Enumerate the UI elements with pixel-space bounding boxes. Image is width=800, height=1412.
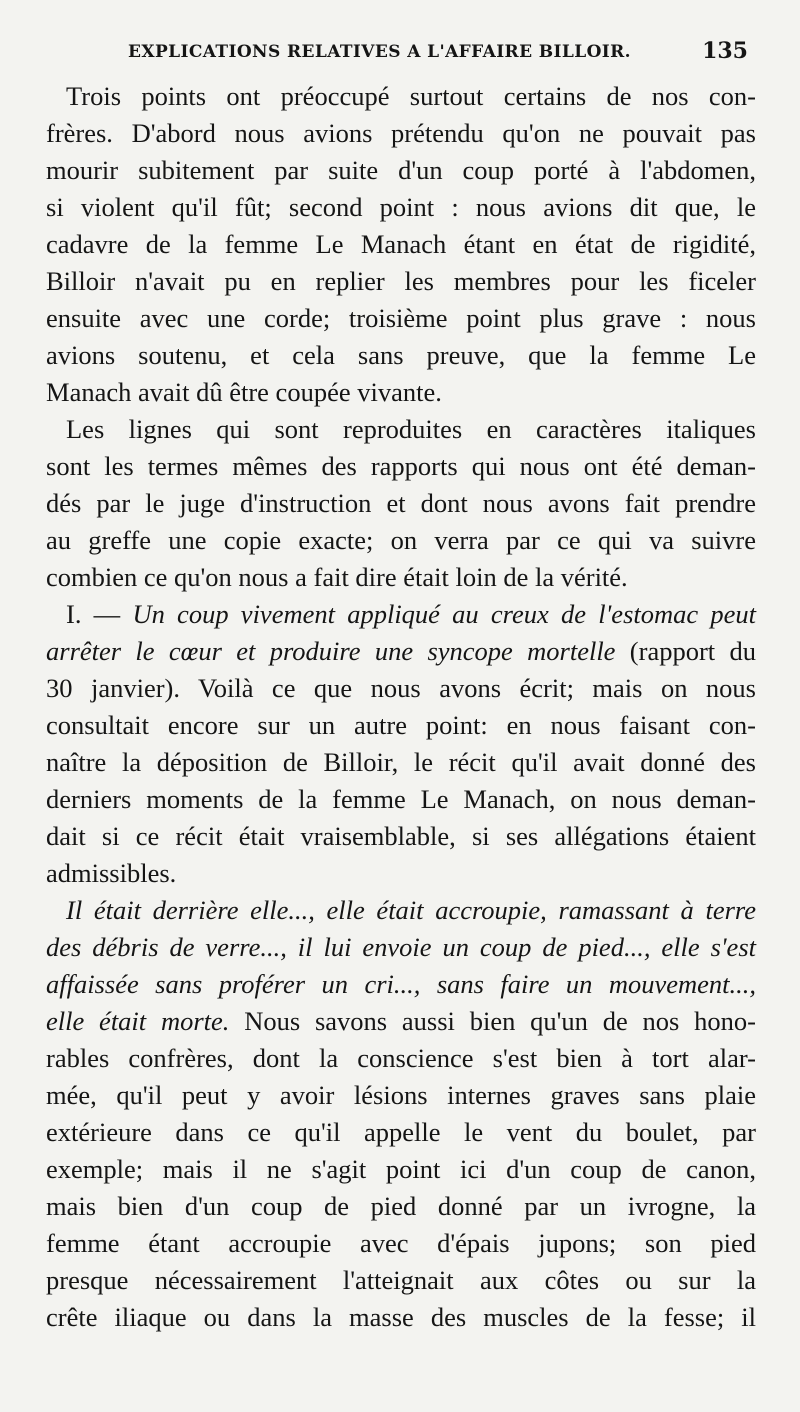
text-segment: Trois points ont préoccupé surtout certains de nos con-	[66, 81, 756, 111]
text-segment: frères. D'abord nous avions prétendu qu'on ne pouvait pas	[46, 118, 756, 148]
text-segment: presque nécessairement l'atteignait aux côtes ou sur la	[46, 1265, 756, 1295]
text-segment: crête iliaque ou dans la masse des muscles de la fesse; il	[46, 1302, 756, 1332]
text-line	[46, 707, 756, 744]
text-line	[46, 78, 756, 115]
text-line	[46, 1262, 756, 1299]
text-line	[46, 559, 756, 596]
text-segment: combien ce qu'on nous a fait dire était loin de la vérité.	[46, 562, 628, 592]
text-line	[46, 300, 756, 337]
text-line	[46, 448, 756, 485]
text-line	[46, 855, 756, 892]
page-number: 135	[702, 38, 748, 64]
text-line	[46, 966, 756, 1003]
text-segment: mourir subitement par suite d'un coup porté à l'abdomen,	[46, 155, 756, 185]
text-line	[46, 1077, 756, 1114]
text-segment: rables confrères, dont la conscience s'est bien à tort alar-	[46, 1043, 756, 1073]
running-head: EXPLICATIONS RELATIVES A L'AFFAIRE BILLOIR.	[128, 42, 631, 62]
text-line	[46, 892, 756, 929]
text-segment: Nous savons aussi bien qu'un de nos hono-	[229, 1006, 756, 1036]
page-header	[128, 38, 748, 68]
text-line	[46, 1188, 756, 1225]
italic-text: affaissée sans proférer un cri..., sans faire un mouvement...,	[46, 969, 756, 999]
text-line	[46, 1299, 756, 1336]
italic-text: arrêter le cœur et produire une syncope mortelle	[46, 636, 616, 666]
body-text	[46, 78, 756, 1336]
text-line	[46, 337, 756, 374]
text-segment: au greffe une copie exacte; on verra par ce qui va suivre	[46, 525, 756, 555]
text-segment: cadavre de la femme Le Manach étant en état de rigidité,	[46, 229, 756, 259]
text-segment: Manach avait dû être coupée vivante.	[46, 377, 442, 407]
text-segment: Billoir n'avait pu en replier les membres pour les ficeler	[46, 266, 756, 296]
text-line	[46, 1114, 756, 1151]
text-segment: mais bien d'un coup de pied donné par un ivrogne, la	[46, 1191, 756, 1221]
text-line	[46, 596, 756, 633]
text-segment: Les lignes qui sont reproduites en caractères italiques	[66, 414, 756, 444]
text-line	[46, 929, 756, 966]
text-segment: dait si ce récit était vraisemblable, si ses allégations étaient	[46, 821, 756, 851]
text-segment: sont les termes mêmes des rapports qui nous ont été deman-	[46, 451, 756, 481]
text-line	[46, 411, 756, 448]
text-line	[46, 670, 756, 707]
text-segment: si violent qu'il fût; second point : nous avions dit que, le	[46, 192, 756, 222]
italic-text: Il était derrière elle..., elle était accroupie, ramassant à terre	[66, 895, 756, 925]
text-line	[46, 818, 756, 855]
text-segment: admissibles.	[46, 858, 177, 888]
text-line	[46, 1151, 756, 1188]
text-line	[46, 374, 756, 411]
text-segment: avions soutenu, et cela sans preuve, que la femme Le	[46, 340, 756, 370]
text-segment: ensuite avec une corde; troisième point plus grave : nous	[46, 303, 756, 333]
text-segment: derniers moments de la femme Le Manach, on nous deman-	[46, 784, 756, 814]
text-line	[46, 1225, 756, 1262]
text-segment: extérieure dans ce qu'il appelle le vent du boulet, par	[46, 1117, 756, 1147]
text-line	[46, 263, 756, 300]
text-line	[46, 226, 756, 263]
text-line	[46, 633, 756, 670]
text-segment: femme étant accroupie avec d'épais jupons; son pied	[46, 1228, 756, 1258]
text-segment: I. —	[66, 599, 133, 629]
italic-text: des débris de verre..., il lui envoie un coup de pied..., elle s'est	[46, 932, 756, 962]
text-line	[46, 152, 756, 189]
italic-text: Un coup vivement appliqué au creux de l'estomac peut	[132, 599, 757, 629]
text-segment: mée, qu'il peut y avoir lésions internes graves sans plaie	[46, 1080, 756, 1110]
text-segment: consultait encore sur un autre point: en nous faisant con-	[46, 710, 756, 740]
text-segment: exemple; mais il ne s'agit point ici d'un coup de canon,	[46, 1154, 756, 1184]
text-line	[46, 522, 756, 559]
text-segment: naître la déposition de Billoir, le récit qu'il avait donné des	[46, 747, 756, 777]
text-line	[46, 115, 756, 152]
text-line	[46, 485, 756, 522]
italic-text: elle était morte.	[46, 1006, 230, 1036]
text-line	[46, 1040, 756, 1077]
text-segment: dés par le juge d'instruction et dont nous avons fait prendre	[46, 488, 756, 518]
text-line	[46, 781, 756, 818]
text-line	[46, 744, 756, 781]
text-segment: (rapport du	[615, 636, 756, 666]
text-line	[46, 1003, 756, 1040]
text-segment: 30 janvier). Voilà ce que nous avons écrit; mais on nous	[46, 673, 756, 703]
text-line	[46, 189, 756, 226]
